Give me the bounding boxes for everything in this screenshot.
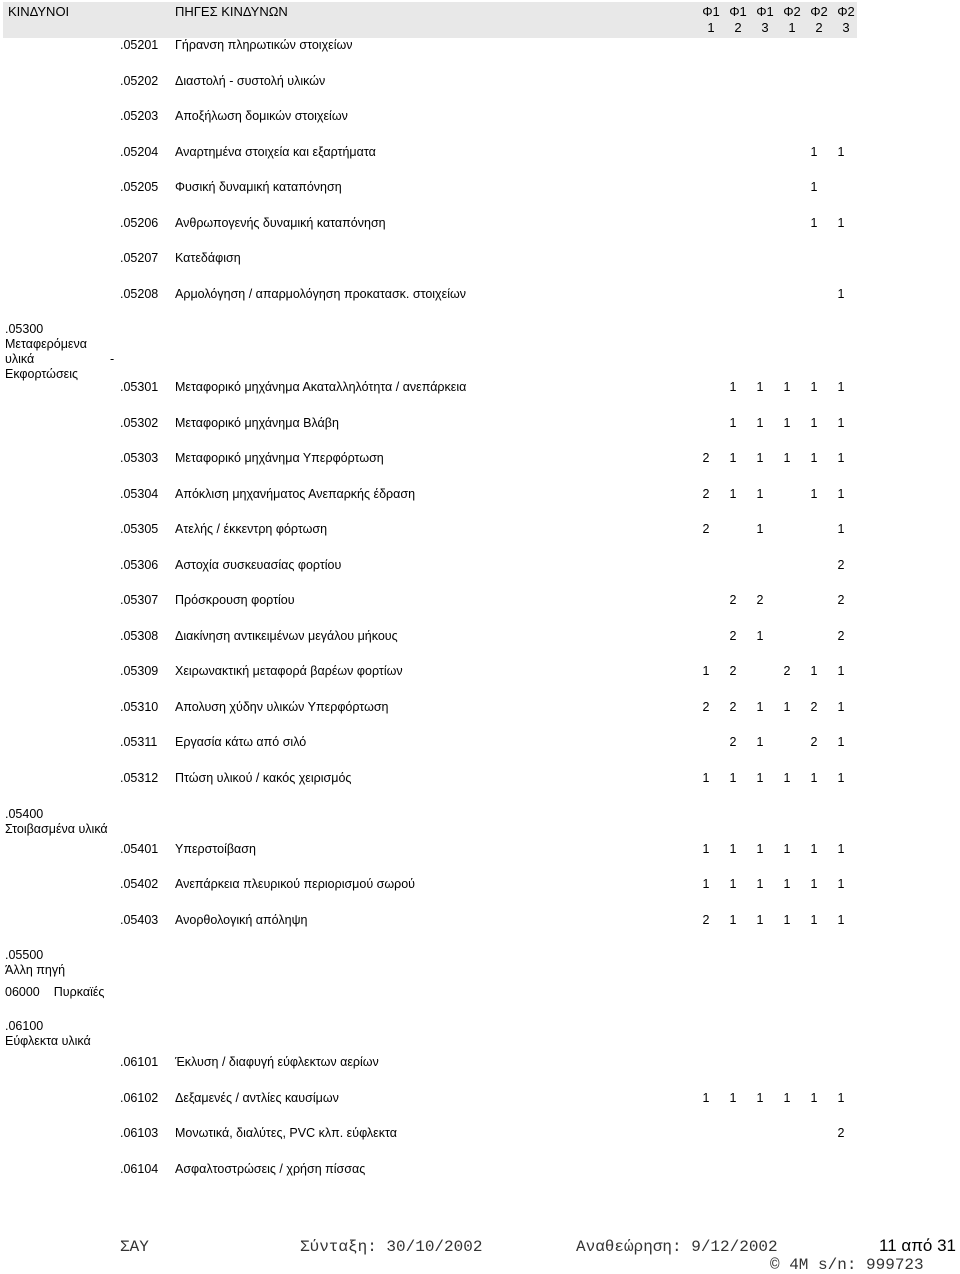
- phase-value-5: 1: [810, 216, 818, 230]
- phase-value-3: 1: [756, 700, 764, 714]
- phase-value-5: 1: [810, 1091, 818, 1105]
- phase-value-3: 1: [756, 913, 764, 927]
- row-code: .05205: [120, 180, 159, 194]
- table-row: [0, 558, 960, 574]
- phase-value-4: 1: [783, 700, 791, 714]
- row-description: Μεταφορικό μηχάνημα Βλάβη: [175, 416, 339, 430]
- row-description: Μεταφορικό μηχάνημα Υπερφόρτωση: [175, 451, 384, 465]
- row-code: .05204: [120, 145, 159, 159]
- phase-value-5: 1: [810, 771, 818, 785]
- row-code: .05202: [120, 74, 159, 88]
- phase-value-2: 1: [729, 451, 737, 465]
- row-description: Διακίνηση αντικειμένων μεγάλου μήκους: [175, 629, 398, 643]
- phase-value-2: 1: [729, 771, 737, 785]
- row-description: Πτώση υλικού / κακός χειρισμός: [175, 771, 352, 785]
- revised-date: Αναθεώρηση: 9/12/2002: [576, 1238, 778, 1256]
- phase-header-6: Φ2 3: [837, 4, 855, 35]
- row-description: Ασφαλτοστρώσεις / χρήση πίσσας: [175, 1162, 366, 1176]
- row-code: .05401: [120, 842, 159, 856]
- row-code: .05311: [120, 735, 158, 749]
- hazards-column-header: ΚΙΝΔΥΝΟΙ: [8, 4, 70, 19]
- phase-value-5: 1: [810, 487, 818, 501]
- phase-value-5: 1: [810, 416, 818, 430]
- phase-value-6: 1: [837, 664, 845, 678]
- row-description: Υπερστοίβαση: [175, 842, 256, 856]
- phase-value-6: 2: [837, 629, 845, 643]
- row-code: .06104: [120, 1162, 159, 1176]
- phase-value-5: 1: [810, 180, 818, 194]
- phase-value-3: 1: [756, 877, 764, 891]
- row-description: Γήρανση πληρωτικών στοιχείων: [175, 38, 353, 52]
- row-description: Αρμολόγηση / απαρμολόγηση προκατασκ. στοιχείων: [175, 287, 466, 301]
- phase-value-2: 1: [729, 1091, 737, 1105]
- page-number: 11 από 31: [879, 1236, 957, 1255]
- table-row: [0, 913, 960, 929]
- phase-value-6: 1: [837, 487, 845, 501]
- row-code: .05206: [120, 216, 159, 230]
- row-code: .05201: [120, 38, 159, 52]
- phase-value-3: 1: [756, 735, 764, 749]
- table-row: [0, 145, 960, 161]
- row-code: .05208: [120, 287, 159, 301]
- phase-value-4: 1: [783, 842, 791, 856]
- phase-value-2: 1: [729, 913, 737, 927]
- table-row: [0, 487, 960, 503]
- row-code: .06101: [120, 1055, 159, 1069]
- phase-value-2: 2: [729, 629, 737, 643]
- phase-value-1: 2: [702, 700, 710, 714]
- row-description: Ανεπάρκεια πλευρικού περιορισμού σωρού: [175, 877, 416, 891]
- phase-value-3: 1: [756, 380, 764, 394]
- phase-value-3: 1: [756, 1091, 764, 1105]
- phase-value-4: 1: [783, 380, 791, 394]
- phase-value-4: 1: [783, 451, 791, 465]
- row-code: .05203: [120, 109, 159, 123]
- table-header: [3, 2, 857, 38]
- doc-label: ΣΑΥ: [120, 1238, 149, 1256]
- row-code: .05305: [120, 522, 159, 536]
- row-description: Αποξήλωση δομικών στοιχείων: [175, 109, 348, 123]
- phase-value-2: 1: [729, 877, 737, 891]
- phase-value-4: 1: [783, 1091, 791, 1105]
- table-row: [0, 593, 960, 609]
- table-row: [0, 522, 960, 538]
- phase-value-6: 2: [837, 593, 845, 607]
- phase-value-5: 2: [810, 735, 818, 749]
- phase-value-3: 2: [756, 593, 764, 607]
- row-code: .05301: [120, 380, 159, 394]
- category-05400: .05400 Στοιβασμένα υλικά: [5, 807, 108, 836]
- phase-header-4: Φ2 1: [783, 4, 801, 35]
- phase-header-5: Φ2 2: [810, 4, 828, 35]
- phase-value-4: 1: [783, 913, 791, 927]
- table-row: [0, 1091, 960, 1107]
- row-code: .05304: [120, 487, 159, 501]
- row-code: .05312: [120, 771, 159, 785]
- phase-value-1: 1: [702, 664, 710, 678]
- table-row: [0, 287, 960, 303]
- phase-value-1: 2: [702, 451, 710, 465]
- phase-header-2: Φ1 2: [729, 4, 747, 35]
- category-05500: .05500 Άλλη πηγή: [5, 948, 66, 977]
- row-description: Μεταφορικό μηχάνημα Ακαταλληλότητα / ανεπάρκεια: [175, 380, 467, 394]
- phase-value-6: 1: [837, 145, 845, 159]
- phase-value-6: 1: [837, 842, 845, 856]
- phase-value-1: 1: [702, 1091, 710, 1105]
- table-row: [0, 629, 960, 645]
- phase-value-6: 1: [837, 287, 845, 301]
- row-code: .05307: [120, 593, 159, 607]
- table-row: [0, 1162, 960, 1178]
- phase-header-1: Φ1 1: [702, 4, 720, 35]
- category-05300: .05300 Μεταφερόμενα υλικά - Εκφορτώσεις: [5, 322, 115, 381]
- phase-value-5: 1: [810, 145, 818, 159]
- table-row: [0, 216, 960, 232]
- row-description: Απόκλιση μηχανήματος Ανεπαρκής έδραση: [175, 487, 416, 501]
- phase-value-1: 2: [702, 913, 710, 927]
- row-code: .05303: [120, 451, 159, 465]
- phase-value-6: 1: [837, 1091, 845, 1105]
- phase-value-1: 1: [702, 877, 710, 891]
- table-row: [0, 1055, 960, 1071]
- table-row: [0, 180, 960, 196]
- category-06100: .06100 Εύφλεκτα υλικά: [5, 1019, 91, 1048]
- phase-value-3: 1: [756, 451, 764, 465]
- phase-value-2: 1: [729, 416, 737, 430]
- phase-header-3: Φ1 3: [756, 4, 774, 35]
- phase-value-6: 1: [837, 877, 845, 891]
- phase-value-6: 1: [837, 700, 845, 714]
- table-row: [0, 74, 960, 90]
- row-description: Χειρωνακτική μεταφορά βαρέων φορτίων: [175, 664, 403, 678]
- phase-value-5: 1: [810, 842, 818, 856]
- row-description: Διαστολή - συστολή υλικών: [175, 74, 326, 88]
- row-code: .05402: [120, 877, 159, 891]
- phase-value-3: 1: [756, 522, 764, 536]
- phase-value-4: 2: [783, 664, 791, 678]
- phase-value-2: 1: [729, 842, 737, 856]
- table-row: [0, 877, 960, 893]
- phase-value-1: 2: [702, 522, 710, 536]
- table-row: [0, 771, 960, 787]
- row-code: .05207: [120, 251, 159, 265]
- phase-value-2: 1: [729, 487, 737, 501]
- row-description: Φυσική δυναμική καταπόνηση: [175, 180, 342, 194]
- phase-value-6: 1: [837, 416, 845, 430]
- phase-value-2: 1: [729, 380, 737, 394]
- table-row: [0, 416, 960, 432]
- phase-value-5: 2: [810, 700, 818, 714]
- phase-value-6: 1: [837, 913, 845, 927]
- row-description: Κατεδάφιση: [175, 251, 241, 265]
- row-code: .05308: [120, 629, 159, 643]
- table-row: [0, 735, 960, 751]
- phase-value-3: 1: [756, 771, 764, 785]
- phase-value-4: 1: [783, 771, 791, 785]
- row-code: .05403: [120, 913, 159, 927]
- table-row: [0, 109, 960, 125]
- row-code: .05302: [120, 416, 159, 430]
- phase-value-3: 1: [756, 487, 764, 501]
- table-row: [0, 451, 960, 467]
- phase-value-6: 1: [837, 522, 845, 536]
- phase-value-6: 1: [837, 735, 845, 749]
- phase-value-3: 1: [756, 629, 764, 643]
- row-description: Πρόσκρουση φορτίου: [175, 593, 295, 607]
- phase-value-2: 2: [729, 664, 737, 678]
- table-row: [0, 700, 960, 716]
- phase-value-5: 1: [810, 451, 818, 465]
- phase-value-6: 2: [837, 558, 845, 572]
- row-description: Μονωτικά, διαλύτες, PVC κλπ. εύφλεκτα: [175, 1126, 397, 1140]
- phase-value-6: 2: [837, 1126, 845, 1140]
- phase-value-1: 1: [702, 771, 710, 785]
- row-code: .06102: [120, 1091, 159, 1105]
- table-row: [0, 251, 960, 267]
- row-description: Ανθρωπογενής δυναμική καταπόνηση: [175, 216, 386, 230]
- phase-value-5: 1: [810, 913, 818, 927]
- phase-value-6: 1: [837, 771, 845, 785]
- phase-value-5: 1: [810, 380, 818, 394]
- phase-value-6: 1: [837, 380, 845, 394]
- phase-value-3: 1: [756, 416, 764, 430]
- phase-value-5: 1: [810, 664, 818, 678]
- phase-value-4: 1: [783, 416, 791, 430]
- phase-value-6: 1: [837, 216, 845, 230]
- table-row: [0, 1126, 960, 1142]
- row-description: Απολυση χύδην υλικών Υπερφόρτωση: [175, 700, 389, 714]
- row-code: .05310: [120, 700, 159, 714]
- created-date: Σύνταξη: 30/10/2002: [300, 1238, 483, 1256]
- row-description: Αστοχία συσκευασίας φορτίου: [175, 558, 342, 572]
- category-06000: 06000 Πυρκαϊές: [5, 985, 105, 999]
- phase-value-1: 2: [702, 487, 710, 501]
- phase-value-2: 2: [729, 700, 737, 714]
- row-description: Ανορθολογική απόληψη: [175, 913, 308, 927]
- phase-value-6: 1: [837, 451, 845, 465]
- sources-column-header: ΠΗΓΕΣ ΚΙΝΔΥΝΩΝ: [175, 4, 288, 19]
- row-code: .05309: [120, 664, 159, 678]
- phase-value-3: 1: [756, 842, 764, 856]
- row-description: Ατελής / έκκεντρη φόρτωση: [175, 522, 328, 536]
- phase-value-2: 2: [729, 593, 737, 607]
- row-description: Εργασία κάτω από σιλό: [175, 735, 307, 749]
- phase-value-5: 1: [810, 877, 818, 891]
- table-row: [0, 380, 960, 396]
- row-description: Έκλυση / διαφυγή εύφλεκτων αερίων: [175, 1055, 379, 1069]
- row-description: Αναρτημένα στοιχεία και εξαρτήματα: [175, 145, 376, 159]
- phase-value-4: 1: [783, 877, 791, 891]
- row-description: Δεξαμενές / αντλίες καυσίμων: [175, 1091, 339, 1105]
- serial-number: © 4M s/n: 999723: [770, 1256, 924, 1274]
- row-code: .06103: [120, 1126, 159, 1140]
- table-row: [0, 842, 960, 858]
- table-row: [0, 38, 960, 54]
- row-code: .05306: [120, 558, 159, 572]
- table-row: [0, 664, 960, 680]
- phase-value-2: 2: [729, 735, 737, 749]
- phase-value-1: 1: [702, 842, 710, 856]
